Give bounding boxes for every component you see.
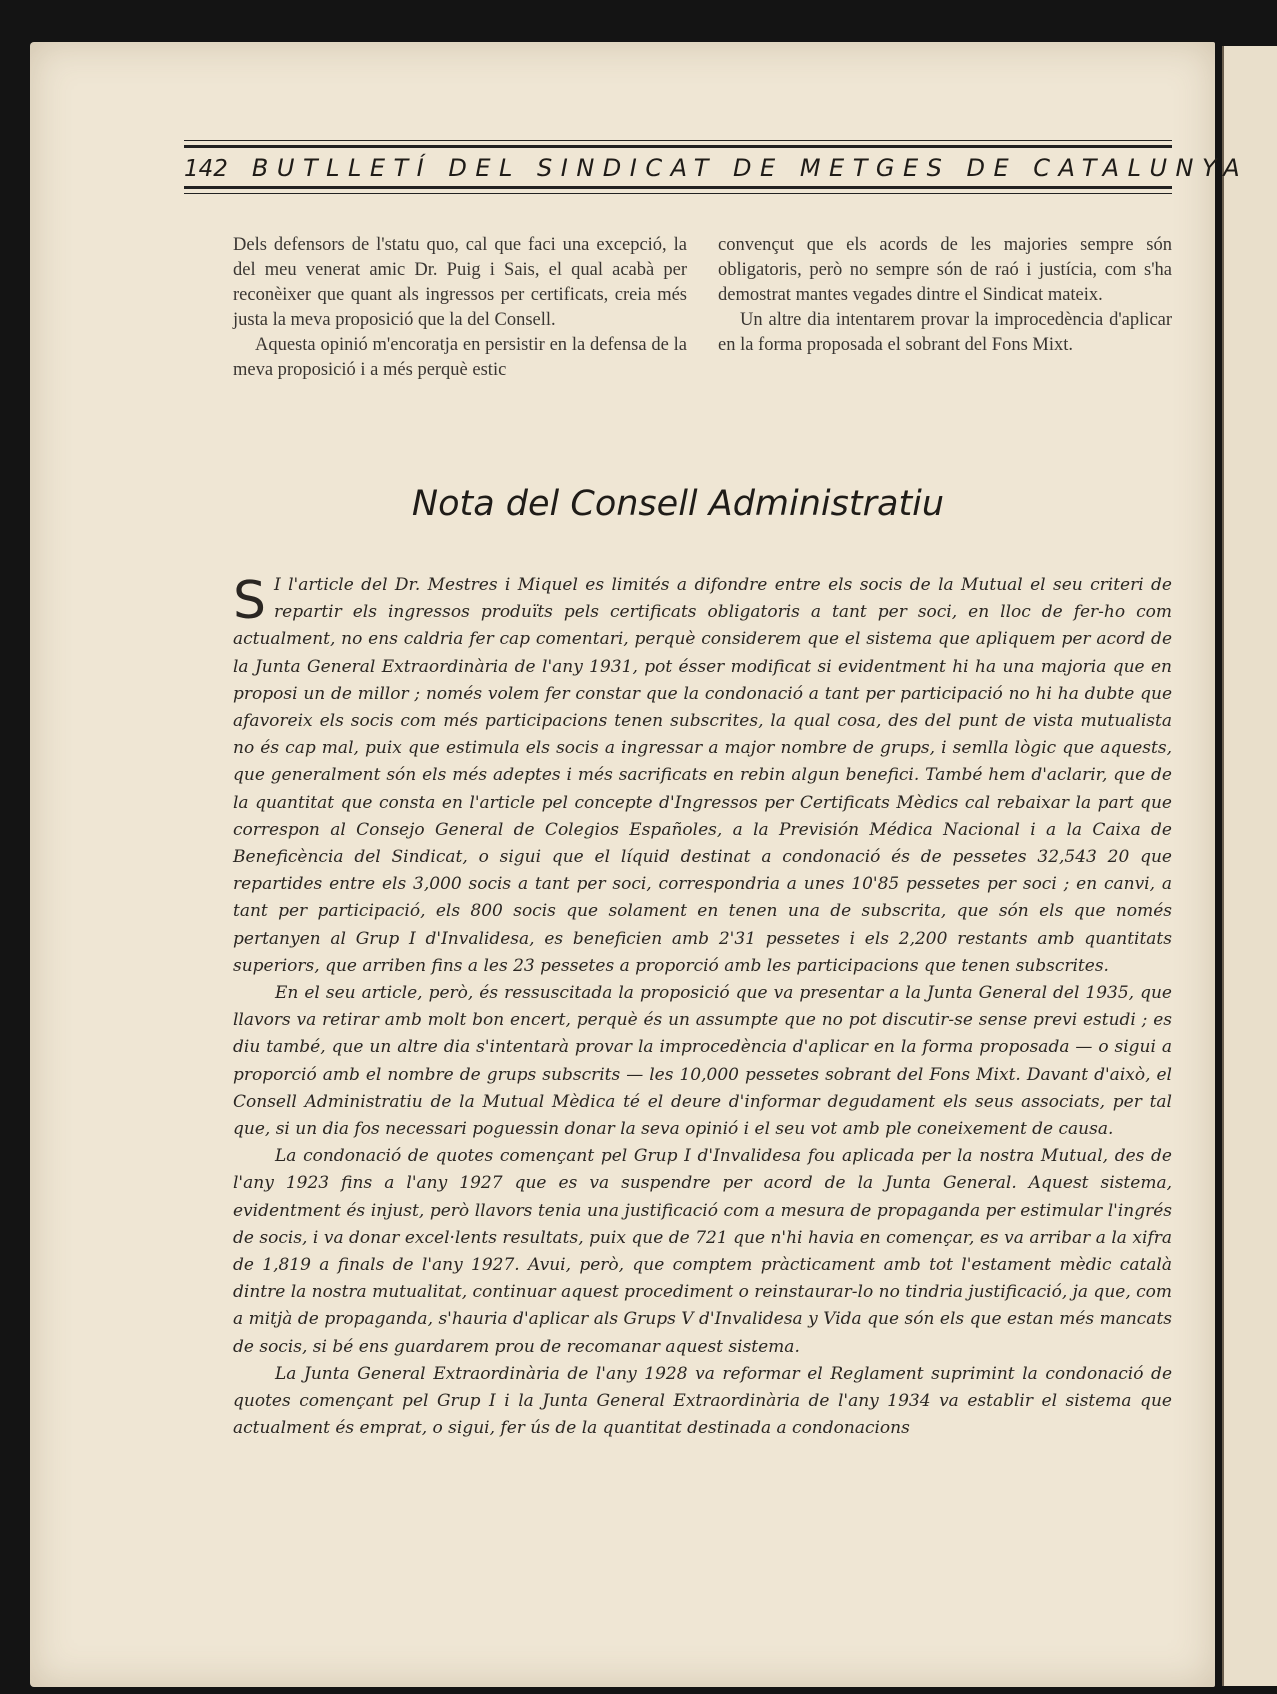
article-paragraph-text: I l'article del Dr. Mestres i Miquel es limités a difondre entre els socis de la Mutual el seu criteri de repartir els ingressos produïts pels certificats obligatoris a tant per soci, en lloc de fer-ho com actualment, no ens caldria fer cap comentari, perquè considerem que el sistema que apliquem per acord de la Junta General Extraordinària de l'any 1931, pot ésser modificat si evidentment hi ha una majoria que en proposi un de millor ; només volem fer constar que la condonació a tant per participació no hi ha dubte que afavoreix els socis com més participacions tenen subscrites, la qual cosa, des del punt de vista mutualista no és cap mal, puix que estimula els socis a ingressar a major nombre de grups, i semlla lògic que aquests, que generalment són els més adeptes i més sacrificats en rebin algun benefici. També hem d'aclarir, que de la quantitat que consta en l'article pel concepte d'Ingressos per Certificats Mèdics cal rebaixar la part que correspon al Consejo General de Colegios Españoles, a la Previsión Médica Nacional i a la Caixa de Beneficència del Sindicat, o sigui que el líquid destinat a condonació és de pessetes 32,543 20 que repartides entre els 3,000 socis a tant per soci, correspondria a unes 10'85 pessetes per soci ; en canvi, a tant per participació, els 800 socis que solament en tenen una de subscrita, que són els que només pertanyen al Grup I d'Invalidesa, es beneficien amb 2'31 pessetes i els 2,200 restants amb quantitats superiors, que arriben fins a les 23 pessetes a proporció amb les participacions que tenen subscrites. — [233, 575, 1172, 976]
header-row — [184, 148, 1249, 186]
article-paragraph: La condonació de quotes començant pel Grup I d'Invalidesa fou aplicada per la nostra Mutual, des de l'any 1923 fins a l'any 1927 que es va suspendre per acord de la Junta General. Aquest sistema, evidentment és injust, però llavors tenia una justificació com a mesura de propaganda per estimular l'ingrés de socis, i va donar excel·lents resultats, puix que de 721 que n'hi havia en començar, es va arribar a la xifra de 1,819 a finals de l'any 1927. Avui, però, que comptem pràcticament amb tot l'estament mèdic català dintre la nostra mutualitat, continuar aquest procediment o reinstaurar-lo no tindria justificació, ja que, com a mitjà de propaganda, s'hauria d'aplicar als Grups V d'Invalidesa y Vida que són els que estan més mancats de socis, si bé ens guardarem prou de recomanar aquest sistema. — [233, 1146, 1173, 1357]
header-rule-bottom-thick — [184, 186, 1172, 189]
left-column-paragraph: Dels defensors de l'statu quo, cal que faci una excepció, la del meu venerat amic Dr. Puig i Sais, el qual acabà per reconèixer que quant als ingressos per certificats, creia més justa la meva proposició que la del Consell. — [233, 235, 687, 330]
page-number: 142 — [184, 156, 228, 182]
article-paragraph: La Junta General Extraordinària de l'any 1928 va reformar el Reglament suprimint la condonació de quotes començant pel Grup I i la Junta General Extraordinària de l'any 1934 va establir el sistema que actualment és emprat, o sigui, fer ús de la quantitat destinada a condonacions — [233, 1363, 1172, 1439]
drop-cap: S — [233, 571, 267, 631]
right-column-paragraph: Un altre dia intentarem provar la improcedència d'aplicar en la forma proposada el sobrant del Fons Mixt. — [718, 310, 1172, 355]
two-column-text — [233, 233, 1172, 383]
article-title: Nota del Consell Administratiu — [411, 484, 945, 524]
adjacent-page-edge — [1222, 46, 1277, 1686]
article-paragraph — [233, 572, 1172, 980]
article-paragraph: En el seu article, però, és ressuscitada la proposició que va presentar a la Junta General del 1935, que llavors va retirar amb molt bon encert, perquè és un assumpte que no pot discutir-se sense previ estudi ; es diu també, que un altre dia s'intentarà provar la improcedència d'aplicar en la forma proposada — o sigui a proporció amb el nombre de grups subscrits — les 10,000 pessetes sobrant del Fons Mixt. Davant d'això, el Consell Administratiu de la Mutual Mèdica té el deure d'informar degudament els seus associats, per tal que, si un dia fos necessari poguessin donar la seva opinió i el seu vot amb ple coneixement de causa. — [233, 983, 1172, 1140]
right-column-paragraph: convençut que els acords de les majories sempre són obligatoris, però no sempre són de raó i justícia, com s'ha demostrat mantes vegades dintre el Sindicat mateix. — [718, 235, 1172, 305]
running-header — [184, 140, 1249, 198]
article-body — [233, 572, 1172, 1443]
journal-title: BUTLLETÍ DEL SINDICAT DE METGES DE CATALUNYA — [251, 154, 1249, 182]
left-column — [233, 233, 687, 383]
right-column — [718, 233, 1172, 383]
header-rule-bottom — [184, 193, 1172, 194]
left-column-paragraph: Aquesta opinió m'encoratja en persistir en la defensa de la meva proposició i a més perquè estic — [233, 335, 687, 380]
header-rule-top — [184, 140, 1172, 141]
